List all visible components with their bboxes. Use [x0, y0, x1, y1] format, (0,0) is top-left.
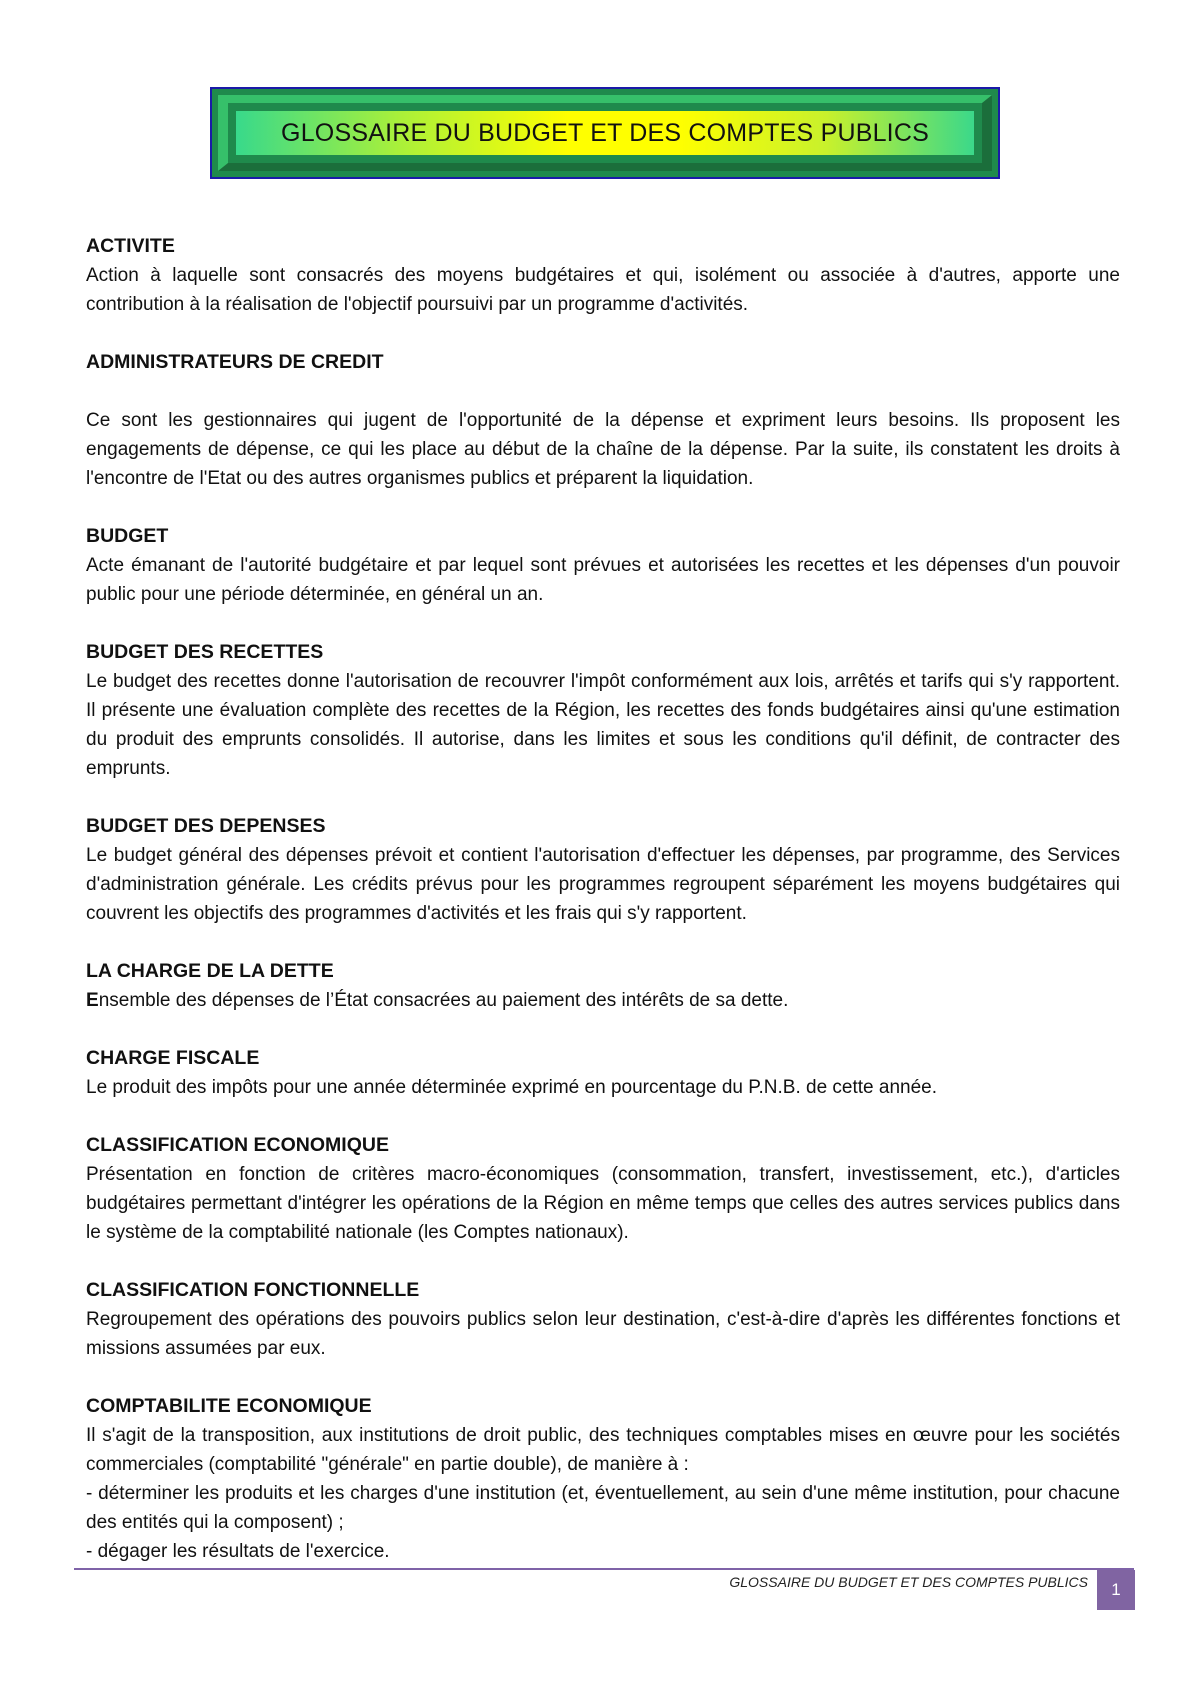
term-definition: Le produit des impôts pour une année déterminée exprimé en pourcentage du P.N.B. de cette année.	[86, 1077, 938, 1098]
term-heading: CLASSIFICATION ECONOMIQUE	[86, 1134, 389, 1156]
glossary-entry-charge-de-la-dette	[86, 957, 1120, 1015]
term-definition	[86, 986, 1120, 1015]
term-definition: Présentation en fonction de critères macro-économiques (consommation, transfert, investissement, etc.), d'articles budgétaires permettant d'intégrer les opérations de la Région en même temps que celles des autres services publics dans le système de la comptabilité nationale (les Comptes nationaux).	[86, 1164, 1120, 1243]
term-heading: BUDGET DES RECETTES	[86, 641, 324, 663]
page-number-badge: 1	[1097, 1570, 1135, 1610]
glossary-content	[86, 232, 1120, 1595]
term-definition: Action à laquelle sont consacrés des moyens budgétaires et qui, isolément ou associée à d'autres, apporte une contribution à la réalisation de l'objectif poursuivi par un programme d'activités.	[86, 265, 1120, 315]
definition-line: - dégager les résultats de l'exercice.	[86, 1541, 390, 1562]
term-heading: ADMINISTRATEURS DE CREDIT	[86, 351, 384, 373]
term-definition	[86, 1421, 1120, 1566]
term-heading: BUDGET	[86, 525, 169, 547]
glossary-entry-comptabilite-economique	[86, 1392, 1120, 1566]
term-definition: Regroupement des opérations des pouvoirs publics selon leur destination, c'est-à-dire d'après les différentes fonctions et missions assumées par eux.	[86, 1309, 1120, 1359]
term-definition: Le budget général des dépenses prévoit et contient l'autorisation d'effectuer les dépenses, par programme, des Services d'administration générale. Les crédits prévus pour les programmes regroupent séparément les moyens budgétaires qui couvrent les objectifs des programmes d'activités et les frais qui s'y rapportent.	[86, 845, 1120, 924]
glossary-entry-charge-fiscale	[86, 1044, 1120, 1102]
glossary-entry-classification-fonctionnelle	[86, 1276, 1120, 1363]
footer-running-title: GLOSSAIRE DU BUDGET ET DES COMPTES PUBLICS	[729, 1574, 1088, 1590]
term-heading: CHARGE FISCALE	[86, 1047, 260, 1069]
definition-text: nsemble des dépenses de l’État consacrées au paiement des intérêts de sa dette.	[98, 990, 789, 1011]
term-definition: Acte émanant de l'autorité budgétaire et par lequel sont prévues et autorisées les recettes et les dépenses d'un pouvoir public pour une période déterminée, en général un an.	[86, 555, 1120, 605]
definition-line: Il s'agit de la transposition, aux institutions de droit public, des techniques comptables mises en œuvre pour les sociétés commerciales (comptabilité "générale" en partie double), de manière à :	[86, 1425, 1120, 1475]
term-heading: LA CHARGE DE LA DETTE	[86, 960, 334, 982]
term-definition: Ce sont les gestionnaires qui jugent de l'opportunité de la dépense et expriment leurs besoins. Ils proposent les engagements de dépense, ce qui les place au début de la chaîne de la dépense. Par la suite, ils constatent les droits à l'encontre de l'Etat ou des autres organismes publics et préparent la liquidation.	[86, 410, 1120, 489]
term-heading: CLASSIFICATION FONCTIONNELLE	[86, 1279, 420, 1301]
definition-line: - déterminer les produits et les charges d'une institution (et, éventuellement, au sein d'une même institution, pour chacune des entités qui la composent) ;	[86, 1483, 1120, 1533]
title-banner-fill	[236, 111, 974, 155]
glossary-entry-classification-economique	[86, 1131, 1120, 1247]
term-heading: ACTIVITE	[86, 235, 175, 257]
footer-rule	[74, 1568, 1134, 1570]
glossary-entry-budget	[86, 522, 1120, 609]
glossary-entry-activite	[86, 232, 1120, 319]
title-banner	[210, 87, 1000, 179]
term-heading: COMPTABILITE ECONOMIQUE	[86, 1395, 372, 1417]
term-heading: BUDGET DES DEPENSES	[86, 815, 326, 837]
glossary-entry-budget-des-recettes	[86, 638, 1120, 783]
glossary-entry-administrateurs-de-credit	[86, 348, 1120, 493]
document-title: GLOSSAIRE DU BUDGET ET DES COMPTES PUBLICS	[281, 118, 929, 147]
term-definition: Le budget des recettes donne l'autorisation de recouvrer l'impôt conformément aux lois, arrêtés et tarifs qui s'y rapportent. Il présente une évaluation complète des recettes de la Région, les recettes des fonds budgétaires ainsi qu'une estimation du produit des emprunts consolidés. Il autorise, dans les limites et sous les conditions qu'il définit, de contracter des emprunts.	[86, 671, 1120, 779]
glossary-entry-budget-des-depenses	[86, 812, 1120, 928]
definition-drop-letter: E	[86, 990, 99, 1011]
